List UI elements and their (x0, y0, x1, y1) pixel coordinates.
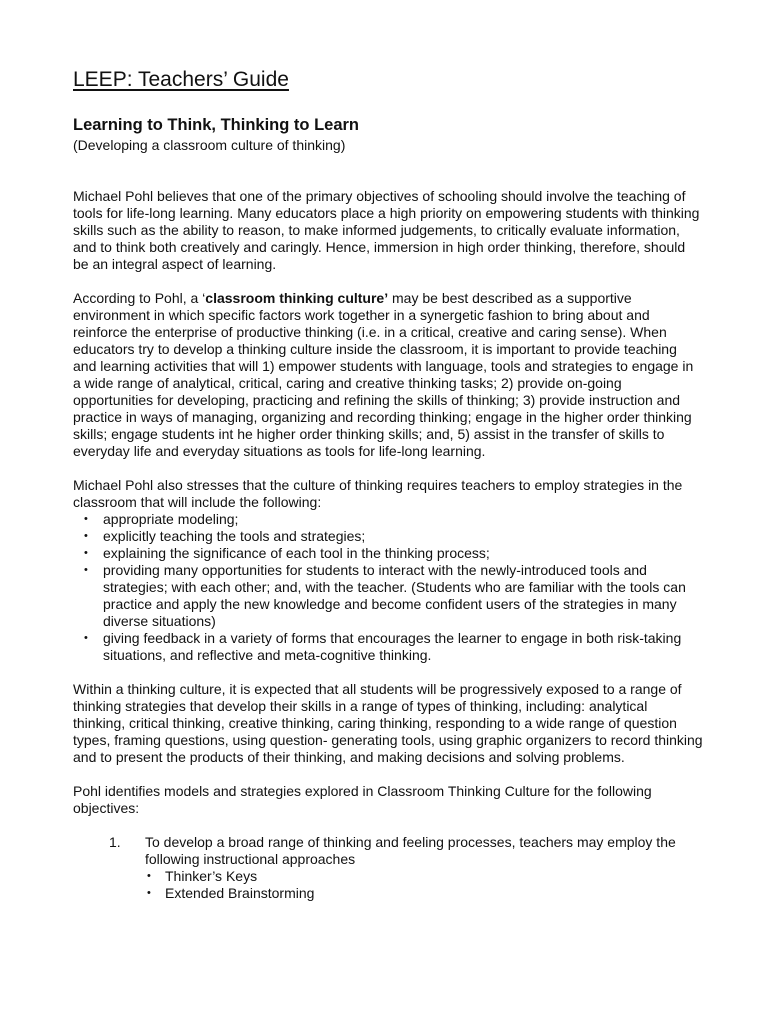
bullet-icon: • (84, 530, 88, 543)
numbered-item (73, 834, 703, 902)
list-item (73, 511, 703, 528)
strategy-bullet-list (73, 511, 703, 664)
bullet-icon: • (84, 632, 88, 645)
list-item-text: appropriate modeling; (103, 511, 239, 528)
list-item (73, 528, 703, 545)
approaches-sub-list (145, 868, 703, 902)
list-item (145, 868, 703, 885)
paragraph-5: Pohl identifies models and strategies explored in Classroom Thinking Culture for the following objectives: (73, 783, 652, 817)
paragraph-3: Michael Pohl also stresses that the culture of thinking requires teachers to employ strategies in the classroom that will include the following: (73, 477, 683, 511)
bullet-icon: • (147, 870, 151, 883)
list-item-text: explaining the significance of each tool in the thinking process; (103, 545, 490, 562)
objectives-numbered-list (73, 834, 703, 902)
paragraph-2-bold-term: classroom thinking culture’ (205, 290, 389, 307)
list-item (73, 630, 703, 664)
document-title: LEEP: Teachers’ Guide (73, 68, 289, 91)
list-item-text: Extended Brainstorming (165, 885, 315, 902)
paragraph-2-rest: may be best described as a supportive environment in which specific factors work together in a synergetic fashion to bring about and reinforce the enterprise of productive thinking (i.e. in a critical, creative and caring sense). When educators try to develop a thinking culture inside the classroom, it is important to provide teaching and learning activities that will 1) empower students with language, tools and strategies to engage in a wide range of analytical, critical, caring and creative thinking tasks; 2) provide on-going opportunities for developing, practicing and refining the skills of thinking; 3) provide instruction and practice in ways of managing, organizing and recording thinking; engage in the higher order thinking skills; engage students int he higher order thinking skills; and, 5) assist in the transfer of skills to everyday life and everyday situations as tools for life-long learning. (73, 290, 694, 460)
list-item (73, 562, 703, 630)
bullet-icon: • (84, 564, 88, 577)
paragraph-1: Michael Pohl believes that one of the primary objectives of schooling should involve the teaching of tools for life-long learning. Many educators place a high priority on empowering students with thinking skills such as the ability to reason, to make informed judgements, to critically evaluate information, and to think both creatively and caringly. Hence, immersion in high order thinking, therefore, should be an integral aspect of learning. (73, 188, 700, 273)
paragraph-2-start: According to Pohl, a ‘ (73, 290, 206, 307)
section-subtitle: (Developing a classroom culture of thinking) (73, 136, 346, 153)
list-item-text: giving feedback in a variety of forms that encourages the learner to engage in both risk-taking situations, and reflective and meta-cognitive thinking. (103, 630, 682, 664)
list-item-text: explicitly teaching the tools and strategies; (103, 528, 366, 545)
document-page (73, 66, 703, 902)
bullet-icon: • (147, 887, 151, 900)
section-title: Learning to Think, Thinking to Learn (73, 116, 359, 135)
paragraph-2 (73, 290, 703, 460)
list-item-text: providing many opportunities for students to interact with the newly-introduced tools and strategies; with each other; and, with the teacher. (Students who are familiar with the tools can practice and apply the new knowledge and become confident users of the strategies in many diverse situations) (103, 562, 686, 630)
numbered-item-text: To develop a broad range of thinking and feeling processes, teachers may employ the following instructional approaches (145, 834, 676, 868)
list-item-text: Thinker’s Keys (165, 868, 258, 885)
bullet-icon: • (84, 513, 88, 526)
bullet-icon: • (84, 547, 88, 560)
item-number: 1. (109, 834, 121, 851)
list-item (145, 885, 703, 902)
list-item (73, 545, 703, 562)
paragraph-4: Within a thinking culture, it is expected that all students will be progressively exposed to a range of thinking strategies that develop their skills in a range of types of thinking, including: analytical thinking, critical thinking, creative thinking, caring thinking, responding to a wide range of question types, framing questions, using question- generating tools, using graphic organizers to record thinking and to present the products of their thinking, and making decisions and solving problems. (73, 681, 703, 766)
